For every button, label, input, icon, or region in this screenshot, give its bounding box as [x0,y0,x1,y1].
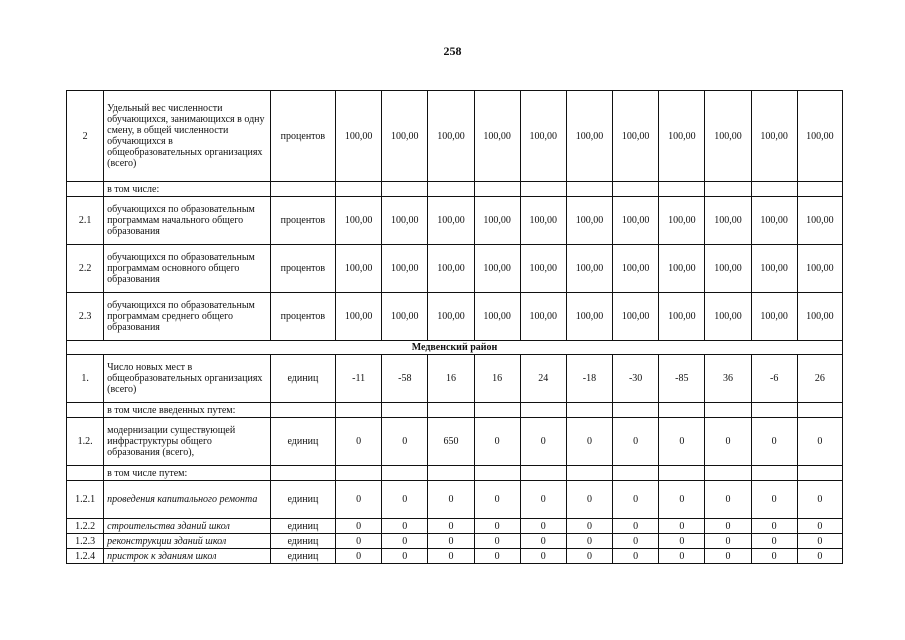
table-row [67,355,843,403]
value-cell: 0 [613,481,659,519]
value-cell: 0 [613,534,659,549]
section-row [67,341,843,355]
row-number: 1.2. [67,418,104,466]
value-cell: 0 [566,481,612,519]
value-cell: 0 [797,519,842,534]
value-cell [659,466,705,481]
value-cell: 0 [705,549,751,564]
row-name: Число новых мест в общеобразовательных организациях (всего) [104,355,271,403]
row-unit [270,466,335,481]
value-cell: 100,00 [520,245,566,293]
value-cell: 0 [382,418,428,466]
value-cell: 100,00 [613,293,659,341]
value-cell: 100,00 [566,197,612,245]
value-cell: -30 [613,355,659,403]
value-cell: 100,00 [705,245,751,293]
value-cell: 100,00 [751,197,797,245]
table-row [67,182,843,197]
row-unit: процентов [270,293,335,341]
value-cell: 100,00 [336,91,382,182]
value-cell: 100,00 [474,245,520,293]
row-name: обучающихся по образовательным программам среднего общего образования [104,293,271,341]
value-cell: 0 [428,534,474,549]
row-number: 2.1 [67,197,104,245]
value-cell: 100,00 [474,91,520,182]
value-cell: 100,00 [520,293,566,341]
value-cell: 100,00 [659,197,705,245]
value-cell [520,182,566,197]
table-row [67,466,843,481]
value-cell: 0 [613,519,659,534]
value-cell: 0 [566,534,612,549]
value-cell: 36 [705,355,751,403]
value-cell: 0 [797,534,842,549]
value-cell [705,182,751,197]
row-name: в том числе: [104,182,271,197]
row-number [67,466,104,481]
value-cell: 0 [705,481,751,519]
value-cell [659,403,705,418]
value-cell: 0 [659,418,705,466]
row-unit: процентов [270,245,335,293]
value-cell: 24 [520,355,566,403]
value-cell: 16 [428,355,474,403]
value-cell: 100,00 [474,197,520,245]
value-cell: 0 [336,519,382,534]
section-title: Медвенский район [67,341,843,355]
value-cell: 100,00 [520,197,566,245]
table-row [67,549,843,564]
value-cell [336,403,382,418]
value-cell: 0 [474,549,520,564]
row-name: в том числе введенных путем: [104,403,271,418]
value-cell [474,403,520,418]
value-cell: 100,00 [705,293,751,341]
value-cell: 0 [797,418,842,466]
value-cell: 100,00 [751,245,797,293]
row-unit: единиц [270,355,335,403]
value-cell [474,466,520,481]
value-cell [751,403,797,418]
value-cell [613,466,659,481]
value-cell [474,182,520,197]
value-cell [428,466,474,481]
value-cell [382,182,428,197]
value-cell: 100,00 [336,245,382,293]
value-cell: 0 [566,418,612,466]
row-number: 2.3 [67,293,104,341]
value-cell: 100,00 [613,91,659,182]
value-cell: 0 [336,481,382,519]
value-cell: 0 [382,519,428,534]
value-cell: -11 [336,355,382,403]
value-cell [382,403,428,418]
value-cell: 0 [336,549,382,564]
row-unit: единиц [270,418,335,466]
value-cell: 0 [520,549,566,564]
value-cell: 100,00 [336,197,382,245]
value-cell: -58 [382,355,428,403]
value-cell [336,182,382,197]
row-unit [270,403,335,418]
value-cell: 0 [566,549,612,564]
row-unit: единиц [270,534,335,549]
value-cell [659,182,705,197]
value-cell: 100,00 [566,245,612,293]
table-row [67,403,843,418]
value-cell: 0 [382,481,428,519]
row-name: обучающихся по образовательным программам основного общего образования [104,245,271,293]
row-unit: процентов [270,197,335,245]
value-cell [520,403,566,418]
value-cell: 0 [705,519,751,534]
row-number: 1. [67,355,104,403]
value-cell: 0 [520,418,566,466]
value-cell: 100,00 [705,197,751,245]
row-unit: процентов [270,91,335,182]
row-name: в том числе путем: [104,466,271,481]
value-cell [613,182,659,197]
value-cell: 100,00 [751,293,797,341]
table-row [67,481,843,519]
value-cell: 100,00 [428,197,474,245]
value-cell: 16 [474,355,520,403]
value-cell: 0 [428,519,474,534]
value-cell: 0 [474,418,520,466]
value-cell [566,403,612,418]
row-number: 1.2.4 [67,549,104,564]
value-cell [382,466,428,481]
value-cell [520,466,566,481]
value-cell [797,403,842,418]
page-number: 258 [443,44,462,58]
value-cell: 0 [382,549,428,564]
value-cell: 100,00 [428,245,474,293]
value-cell: 100,00 [428,293,474,341]
value-cell: 100,00 [382,197,428,245]
table-row [67,197,843,245]
value-cell: 0 [751,519,797,534]
value-cell: 0 [613,549,659,564]
value-cell [336,466,382,481]
value-cell: 100,00 [613,197,659,245]
row-name: обучающихся по образовательным программам начального общего образования [104,197,271,245]
value-cell [428,403,474,418]
value-cell [797,182,842,197]
value-cell: 100,00 [566,293,612,341]
value-cell: -85 [659,355,705,403]
value-cell [613,403,659,418]
table-row [67,418,843,466]
value-cell: 26 [797,355,842,403]
value-cell: 0 [382,534,428,549]
value-cell: 0 [520,481,566,519]
table-row [67,91,843,182]
value-cell: 0 [520,534,566,549]
row-number: 2 [67,91,104,182]
value-cell: 0 [751,534,797,549]
table-row [67,519,843,534]
row-unit [270,182,335,197]
table-section [67,341,843,355]
value-cell: 100,00 [566,91,612,182]
value-cell: 100,00 [659,91,705,182]
value-cell: 0 [474,519,520,534]
table-row [67,245,843,293]
row-number: 2.2 [67,245,104,293]
value-cell: 100,00 [382,293,428,341]
value-cell: 100,00 [520,91,566,182]
value-cell: 0 [751,481,797,519]
value-cell: 0 [797,481,842,519]
table-body-top [67,91,843,341]
row-number: 1.2.2 [67,519,104,534]
value-cell: 0 [705,418,751,466]
value-cell: 0 [751,549,797,564]
value-cell: 0 [474,534,520,549]
value-cell: 0 [474,481,520,519]
value-cell [705,403,751,418]
row-name: строительства зданий школ [104,519,271,534]
value-cell [566,182,612,197]
value-cell: 100,00 [751,91,797,182]
value-cell: 100,00 [797,91,842,182]
row-number: 1.2.3 [67,534,104,549]
row-number [67,403,104,418]
row-name: пристрок к зданиям школ [104,549,271,564]
value-cell: 100,00 [797,245,842,293]
value-cell: 0 [659,519,705,534]
value-cell: 100,00 [613,245,659,293]
row-name: модернизации существующей инфраструктуры общего образования (всего), [104,418,271,466]
row-unit: единиц [270,481,335,519]
value-cell: 100,00 [336,293,382,341]
value-cell: 0 [659,549,705,564]
value-cell [751,466,797,481]
value-cell: 0 [751,418,797,466]
value-cell: 100,00 [382,91,428,182]
value-cell [566,466,612,481]
table-body-bottom [67,355,843,564]
value-cell: 0 [613,418,659,466]
value-cell [751,182,797,197]
report-table [66,90,843,564]
value-cell: 100,00 [797,197,842,245]
value-cell: 100,00 [428,91,474,182]
value-cell: 0 [428,481,474,519]
value-cell: 0 [659,481,705,519]
value-cell: 0 [705,534,751,549]
row-number: 1.2.1 [67,481,104,519]
row-name: проведения капитального ремонта [104,481,271,519]
row-name: Удельный вес численности обучающихся, занимающихся в одну смену, в общей численности обучающихся в общеобразовательных организациях (всего) [104,91,271,182]
row-unit: единиц [270,519,335,534]
value-cell: 0 [336,418,382,466]
value-cell: 100,00 [659,245,705,293]
value-cell: 0 [566,519,612,534]
value-cell: 0 [797,549,842,564]
value-cell [705,466,751,481]
value-cell: -18 [566,355,612,403]
value-cell: 100,00 [382,245,428,293]
value-cell: 0 [336,534,382,549]
table-row [67,534,843,549]
value-cell [428,182,474,197]
value-cell: 0 [428,549,474,564]
value-cell: 100,00 [659,293,705,341]
row-unit: единиц [270,549,335,564]
row-number [67,182,104,197]
value-cell [797,466,842,481]
value-cell: -6 [751,355,797,403]
value-cell: 100,00 [474,293,520,341]
value-cell: 100,00 [705,91,751,182]
row-name: реконструкции зданий школ [104,534,271,549]
table-row [67,293,843,341]
value-cell: 650 [428,418,474,466]
value-cell: 0 [520,519,566,534]
value-cell: 100,00 [797,293,842,341]
value-cell: 0 [659,534,705,549]
